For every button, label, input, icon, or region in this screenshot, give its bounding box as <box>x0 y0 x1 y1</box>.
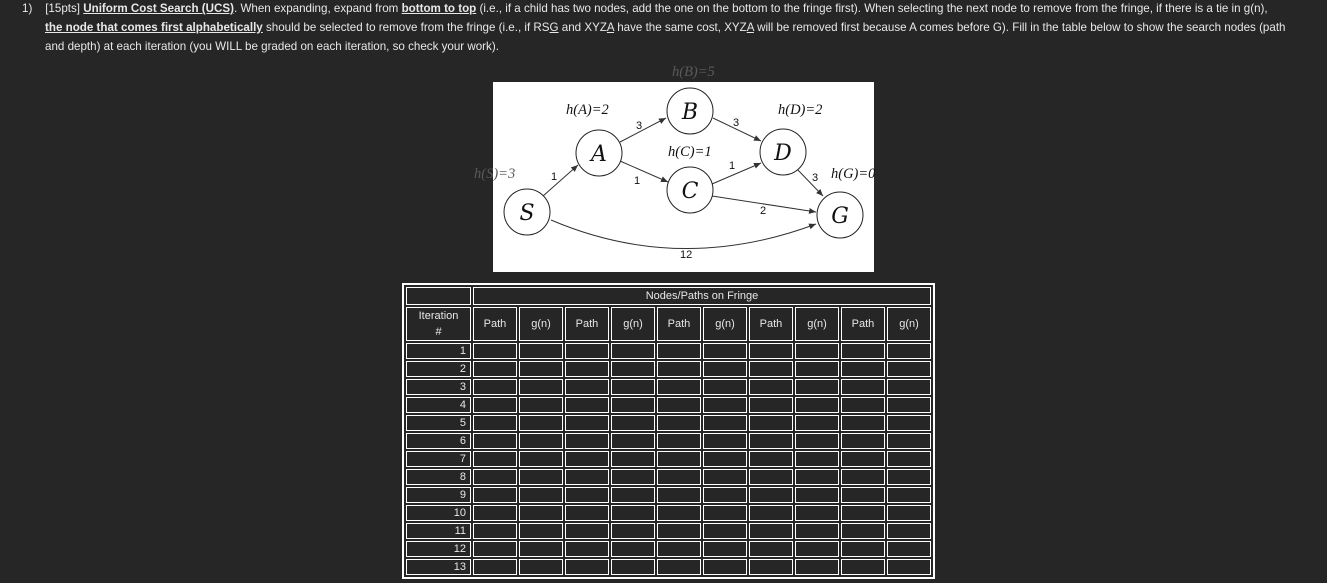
path-input-cell[interactable] <box>749 433 793 449</box>
g-input-cell[interactable] <box>519 559 563 575</box>
path-input-cell[interactable] <box>749 451 793 467</box>
g-input-cell[interactable] <box>795 343 839 359</box>
question-number: 1) <box>22 2 33 15</box>
iteration-number: 3 <box>406 379 471 395</box>
g-input-cell[interactable] <box>611 379 655 395</box>
path-input-cell[interactable] <box>749 523 793 539</box>
path-input-cell[interactable] <box>473 469 517 485</box>
path-input-cell[interactable] <box>473 433 517 449</box>
edge-cost-a-c: 1 <box>634 175 641 187</box>
g-input-cell[interactable] <box>519 523 563 539</box>
question-line-2: the node that comes first alphabetically should be selected to remove from the fringe (i.e., if RSG and XYZA have the same cost, XYZA will be removed first because A comes before G). Fill in the table below to show the search nodes (path <box>45 21 1286 34</box>
g-input-cell[interactable] <box>887 505 931 521</box>
g-input-cell[interactable] <box>703 397 747 413</box>
g-input-cell[interactable] <box>611 541 655 557</box>
table-row <box>406 415 931 431</box>
g-input-cell[interactable] <box>703 559 747 575</box>
fringe-header: Nodes/Paths on Fringe <box>473 287 931 305</box>
path-input-cell[interactable] <box>841 505 885 521</box>
path-input-cell[interactable] <box>657 487 701 503</box>
iteration-number: 1 <box>406 343 471 359</box>
g-input-cell[interactable] <box>795 469 839 485</box>
table-row <box>406 343 931 359</box>
g-input-cell[interactable] <box>519 469 563 485</box>
g-input-cell[interactable] <box>887 397 931 413</box>
table-row <box>406 361 931 377</box>
iteration-number: 11 <box>406 523 471 539</box>
path-input-cell[interactable] <box>841 469 885 485</box>
g-input-cell[interactable] <box>795 505 839 521</box>
edge-cost-d-g: 3 <box>812 172 819 184</box>
g-input-cell[interactable] <box>611 415 655 431</box>
edge-cost-a-b: 3 <box>636 120 643 132</box>
g-header: g(n) <box>703 307 747 341</box>
path-input-cell[interactable] <box>565 451 609 467</box>
g-input-cell[interactable] <box>795 451 839 467</box>
g-input-cell[interactable] <box>795 361 839 377</box>
g-input-cell[interactable] <box>795 523 839 539</box>
table-row <box>406 397 931 413</box>
table-row <box>406 379 931 395</box>
path-input-cell[interactable] <box>565 397 609 413</box>
g-input-cell[interactable] <box>887 469 931 485</box>
path-input-cell[interactable] <box>749 487 793 503</box>
edge-cost-s-g: 12 <box>680 249 693 261</box>
path-input-cell[interactable] <box>841 361 885 377</box>
path-input-cell[interactable] <box>749 379 793 395</box>
path-input-cell[interactable] <box>473 361 517 377</box>
path-input-cell[interactable] <box>749 361 793 377</box>
path-input-cell[interactable] <box>473 397 517 413</box>
g-input-cell[interactable] <box>795 397 839 413</box>
g-input-cell[interactable] <box>795 433 839 449</box>
g-input-cell[interactable] <box>703 505 747 521</box>
node-c-label: C <box>681 179 699 204</box>
table-row <box>406 451 931 467</box>
path-input-cell[interactable] <box>473 487 517 503</box>
path-input-cell[interactable] <box>657 415 701 431</box>
g-input-cell[interactable] <box>611 361 655 377</box>
g-input-cell[interactable] <box>887 343 931 359</box>
g-input-cell[interactable] <box>703 451 747 467</box>
path-input-cell[interactable] <box>565 559 609 575</box>
g-input-cell[interactable] <box>611 433 655 449</box>
g-input-cell[interactable] <box>611 397 655 413</box>
path-input-cell[interactable] <box>565 415 609 431</box>
path-input-cell[interactable] <box>565 379 609 395</box>
g-input-cell[interactable] <box>519 361 563 377</box>
question-points: [15pts] <box>45 2 81 15</box>
g-input-cell[interactable] <box>703 361 747 377</box>
g-input-cell[interactable] <box>519 415 563 431</box>
path-input-cell[interactable] <box>841 487 885 503</box>
iteration-number: 12 <box>406 541 471 557</box>
path-input-cell[interactable] <box>565 505 609 521</box>
table-row <box>406 541 931 557</box>
path-input-cell[interactable] <box>473 379 517 395</box>
path-input-cell[interactable] <box>657 343 701 359</box>
table-row <box>406 433 931 449</box>
edge-cost-c-d: 1 <box>729 160 736 172</box>
path-input-cell[interactable] <box>657 451 701 467</box>
g-header: g(n) <box>611 307 655 341</box>
path-input-cell[interactable] <box>473 451 517 467</box>
path-input-cell[interactable] <box>841 523 885 539</box>
iteration-number: 2 <box>406 361 471 377</box>
search-graph <box>460 60 920 290</box>
heuristic-s: h(S)=3 <box>474 166 516 182</box>
path-input-cell[interactable] <box>749 505 793 521</box>
path-input-cell[interactable] <box>565 523 609 539</box>
g-input-cell[interactable] <box>887 361 931 377</box>
g-header: g(n) <box>519 307 563 341</box>
path-input-cell[interactable] <box>749 415 793 431</box>
g-input-cell[interactable] <box>795 541 839 557</box>
iteration-number: 6 <box>406 433 471 449</box>
path-input-cell[interactable] <box>657 433 701 449</box>
path-input-cell[interactable] <box>749 397 793 413</box>
node-s-label: S <box>519 201 535 226</box>
g-input-cell[interactable] <box>519 541 563 557</box>
question-line-1: 1) [15pts] Uniform Cost Search (UCS). When expanding, expand from bottom to top (i.e., if a child has two nodes, add the one on the bottom to the fringe first). When selecting the next node to remove from the fringe, if there is a tie in g(n), <box>22 2 1268 15</box>
path-input-cell[interactable] <box>657 361 701 377</box>
table-row <box>406 559 931 575</box>
path-input-cell[interactable] <box>473 523 517 539</box>
path-input-cell[interactable] <box>473 415 517 431</box>
path-input-cell[interactable] <box>473 505 517 521</box>
edge-s-a <box>543 165 578 196</box>
g-input-cell[interactable] <box>519 397 563 413</box>
iteration-number: 5 <box>406 415 471 431</box>
table-row <box>406 523 931 539</box>
node-g-label: G <box>831 204 849 229</box>
path-input-cell[interactable] <box>657 379 701 395</box>
heuristic-b: h(B)=5 <box>672 64 715 80</box>
path-input-cell[interactable] <box>657 469 701 485</box>
path-input-cell[interactable] <box>841 415 885 431</box>
g-input-cell[interactable] <box>611 343 655 359</box>
g-input-cell[interactable] <box>795 559 839 575</box>
g-input-cell[interactable] <box>703 343 747 359</box>
g-input-cell[interactable] <box>703 523 747 539</box>
path-input-cell[interactable] <box>473 559 517 575</box>
path-input-cell[interactable] <box>473 541 517 557</box>
path-input-cell[interactable] <box>749 559 793 575</box>
iteration-number: 8 <box>406 469 471 485</box>
g-input-cell[interactable] <box>611 469 655 485</box>
path-header: Path <box>565 307 609 341</box>
path-input-cell[interactable] <box>565 469 609 485</box>
g-input-cell[interactable] <box>795 379 839 395</box>
bottom-to-top-emphasis: bottom to top <box>401 2 477 15</box>
g-input-cell[interactable] <box>887 559 931 575</box>
heuristic-d: h(D)=2 <box>778 102 823 118</box>
iteration-header: Iteration # <box>406 307 471 341</box>
path-input-cell[interactable] <box>565 361 609 377</box>
iteration-number: 13 <box>406 559 471 575</box>
node-d-label: D <box>774 141 792 166</box>
g-input-cell[interactable] <box>703 487 747 503</box>
iteration-number: 7 <box>406 451 471 467</box>
table-row <box>406 505 931 521</box>
question-line-3: and depth) at each iteration (you WILL be graded on each iteration, so check your work). <box>45 40 499 53</box>
path-input-cell[interactable] <box>841 379 885 395</box>
edge-cost-s-a: 1 <box>551 171 558 183</box>
g-input-cell[interactable] <box>887 451 931 467</box>
fringe-table-body <box>406 343 931 575</box>
g-input-cell[interactable] <box>795 487 839 503</box>
edge-cost-c-g: 2 <box>760 205 767 217</box>
table-row <box>406 469 931 485</box>
heuristic-c: h(C)=1 <box>668 144 712 160</box>
g-input-cell[interactable] <box>519 343 563 359</box>
g-input-cell[interactable] <box>887 541 931 557</box>
path-input-cell[interactable] <box>749 469 793 485</box>
path-input-cell[interactable] <box>749 343 793 359</box>
g-input-cell[interactable] <box>519 379 563 395</box>
g-input-cell[interactable] <box>795 415 839 431</box>
g-input-cell[interactable] <box>519 451 563 467</box>
g-input-cell[interactable] <box>887 523 931 539</box>
heuristic-a: h(A)=2 <box>566 102 609 118</box>
iteration-number: 10 <box>406 505 471 521</box>
path-input-cell[interactable] <box>841 433 885 449</box>
edge-s-g <box>551 220 816 249</box>
edge-cost-b-d: 3 <box>733 117 740 129</box>
g-input-cell[interactable] <box>703 379 747 395</box>
g-input-cell[interactable] <box>887 415 931 431</box>
path-input-cell[interactable] <box>473 343 517 359</box>
g-input-cell[interactable] <box>887 433 931 449</box>
path-input-cell[interactable] <box>749 541 793 557</box>
g-input-cell[interactable] <box>703 433 747 449</box>
iteration-number: 9 <box>406 487 471 503</box>
g-input-cell[interactable] <box>611 559 655 575</box>
path-input-cell[interactable] <box>841 343 885 359</box>
g-input-cell[interactable] <box>703 415 747 431</box>
g-header: g(n) <box>795 307 839 341</box>
path-input-cell[interactable] <box>841 451 885 467</box>
g-input-cell[interactable] <box>611 523 655 539</box>
table-corner-cell <box>406 287 471 305</box>
g-input-cell[interactable] <box>519 433 563 449</box>
edge-a-b <box>620 118 666 142</box>
path-input-cell[interactable] <box>841 559 885 575</box>
g-input-cell[interactable] <box>703 541 747 557</box>
g-input-cell[interactable] <box>611 487 655 503</box>
node-a-label: A <box>591 142 607 167</box>
path-input-cell[interactable] <box>657 559 701 575</box>
path-input-cell[interactable] <box>565 541 609 557</box>
path-header: Path <box>657 307 701 341</box>
g-input-cell[interactable] <box>887 379 931 395</box>
path-input-cell[interactable] <box>657 505 701 521</box>
iteration-number: 4 <box>406 397 471 413</box>
heuristic-g: h(G)=0 <box>831 166 876 182</box>
node-b-label: B <box>681 100 699 125</box>
path-input-cell[interactable] <box>841 397 885 413</box>
g-input-cell[interactable] <box>611 505 655 521</box>
path-header: Path <box>473 307 517 341</box>
path-input-cell[interactable] <box>565 487 609 503</box>
path-input-cell[interactable] <box>565 433 609 449</box>
path-input-cell[interactable] <box>657 523 701 539</box>
path-input-cell[interactable] <box>565 343 609 359</box>
edge-d-g <box>796 168 823 196</box>
edge-c-d <box>712 163 761 184</box>
g-input-cell[interactable] <box>703 469 747 485</box>
path-header: Path <box>841 307 885 341</box>
g-input-cell[interactable] <box>887 487 931 503</box>
path-input-cell[interactable] <box>657 541 701 557</box>
edge-a-c <box>620 161 668 182</box>
question-title: Uniform Cost Search (UCS) <box>83 2 234 15</box>
path-input-cell[interactable] <box>657 397 701 413</box>
path-header: Path <box>749 307 793 341</box>
fringe-table <box>402 283 935 579</box>
table-row <box>406 487 931 503</box>
g-input-cell[interactable] <box>519 505 563 521</box>
g-input-cell[interactable] <box>519 487 563 503</box>
g-input-cell[interactable] <box>611 451 655 467</box>
first-alphabetically-emphasis: the node that comes first alphabetically <box>45 21 263 34</box>
g-header: g(n) <box>887 307 931 341</box>
path-input-cell[interactable] <box>841 541 885 557</box>
